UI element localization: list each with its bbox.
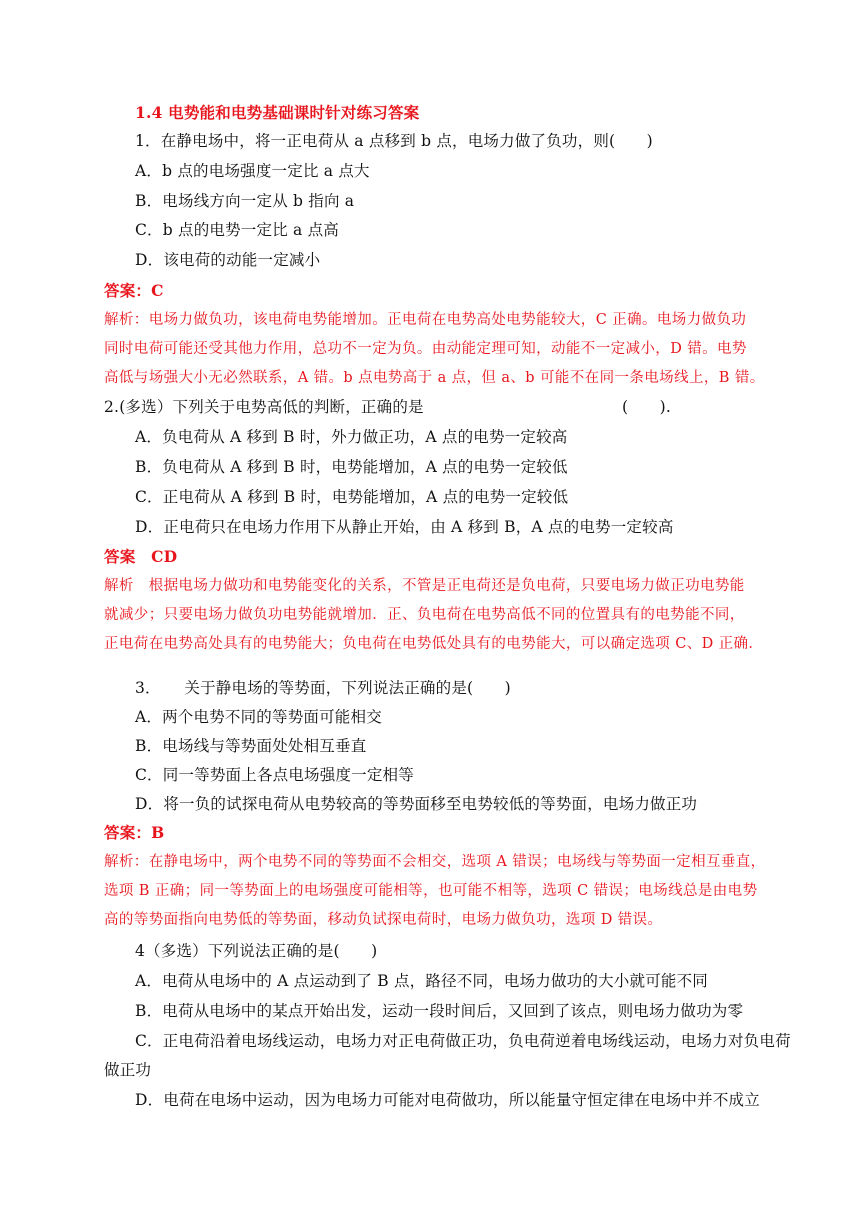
question-4-option-b: B．电荷从电场中的某点开始出发，运动一段时间后，又回到了该点，则电场力做功为零 [135, 1002, 744, 1020]
question-2-option-a: A．负电荷从 A 移到 B 时，外力做正功，A 点的电势一定较高 [135, 428, 568, 446]
question-1-analysis-line-3: 高低与场强大小无必然联系，A 错。b 点电势高于 a 点，但 a、b 可能不在同一条电场线上，B 错。 [104, 370, 765, 386]
question-3-option-d: D．将一负的试探电荷从电势较高的等势面移至电势较低的等势面，电场力做正功 [135, 795, 698, 813]
question-4-option-a: A．电荷从电场中的 A 点运动到了 B 点，路径不同，电场力做功的大小就可能不同 [135, 972, 708, 990]
question-1-analysis-line-2: 同时电荷可能还受其他力作用，总功不一定为负。由动能定理可知，动能不一定减小，D 错。电势 [104, 341, 747, 357]
question-1-answer: 答案：C [104, 281, 164, 300]
question-2-option-d: D．正电荷只在电场力作用下从静止开始，由 A 移到 B，A 点的电势一定较高 [135, 518, 674, 536]
question-1-option-d: D．该电荷的动能一定减小 [135, 251, 321, 269]
question-3-answer: 答案：B [104, 823, 165, 842]
question-4-stem: 4（多选）下列说法正确的是( ) [135, 942, 378, 960]
question-2-analysis-line-1: 解析 根据电场力做功和电势能变化的关系，不管是正电荷还是负电荷，只要电场力做正功电势能 [104, 578, 745, 594]
question-1-stem: 1．在静电场中，将一正电荷从 a 点移到 b 点，电场力做了负功，则( ) [135, 132, 653, 150]
question-1-option-a: A．b 点的电场强度一定比 a 点大 [135, 162, 370, 180]
question-3-analysis-line-3: 高的等势面指向电势低的等势面，移动负试探电荷时，电场力做负功，选项 D 错误。 [104, 912, 663, 928]
question-2-stem: 2.(多选）下列关于电势高低的判断，正确的是 [104, 398, 424, 416]
document-title: 1.4 电势能和电势基础课时针对练习答案 [135, 103, 420, 122]
question-1-option-b: B．电场线方向一定从 b 指向 a [135, 192, 355, 210]
question-3-analysis-line-2: 选项 B 正确；同一等势面上的电场强度可能相等，也可能不相等，选项 C 错误；电场线总是由电势 [104, 883, 758, 899]
question-4-option-c: C．正电荷沿着电场线运动，电场力对正电荷做正功，负电荷逆着电场线运动，电场力对负电荷 [135, 1032, 791, 1050]
question-4-option-c-continued: 做正功 [104, 1061, 152, 1079]
question-2-answer: 答案 CD [104, 547, 178, 566]
question-2-analysis-line-3: 正电荷在电势高处具有的电势能大；负电荷在电势低处具有的电势能大，可以确定选项 C、D 正确． [104, 636, 764, 652]
question-3-option-a: A．两个电势不同的等势面可能相交 [135, 708, 382, 726]
question-2-analysis-line-2: 就减少；只要电场力做负功电势能就增加．正、负电荷在电势高低不同的位置具有的电势能不同， [104, 607, 745, 623]
question-1-analysis-line-1: 解析：电场力做负功，该电荷电势能增加。正电荷在电势高处电势能较大，C 正确。电场力做负功 [104, 312, 747, 328]
question-2-option-c: C．正电荷从 A 移到 B 时，电势能增加，A 点的电势一定较低 [135, 488, 569, 506]
question-2-option-b: B．负电荷从 A 移到 B 时，电势能增加，A 点的电势一定较低 [135, 458, 568, 476]
question-3-stem: 3． 关于静电场的等势面，下列说法正确的是( ) [135, 679, 511, 697]
question-2-answer-blank: ( ). [622, 398, 672, 416]
question-3-option-c: C．同一等势面上各点电场强度一定相等 [135, 766, 414, 784]
question-3-analysis-line-1: 解析：在静电场中，两个电势不同的等势面不会相交，选项 A 错误；电场线与等势面一定相互垂直， [104, 854, 766, 870]
question-4-option-d: D．电荷在电场中运动，因为电场力可能对电荷做功，所以能量守恒定律在电场中并不成立 [135, 1091, 760, 1109]
question-3-option-b: B．电场线与等势面处处相互垂直 [135, 737, 367, 755]
question-1-option-c: C．b 点的电势一定比 a 点高 [135, 221, 340, 239]
